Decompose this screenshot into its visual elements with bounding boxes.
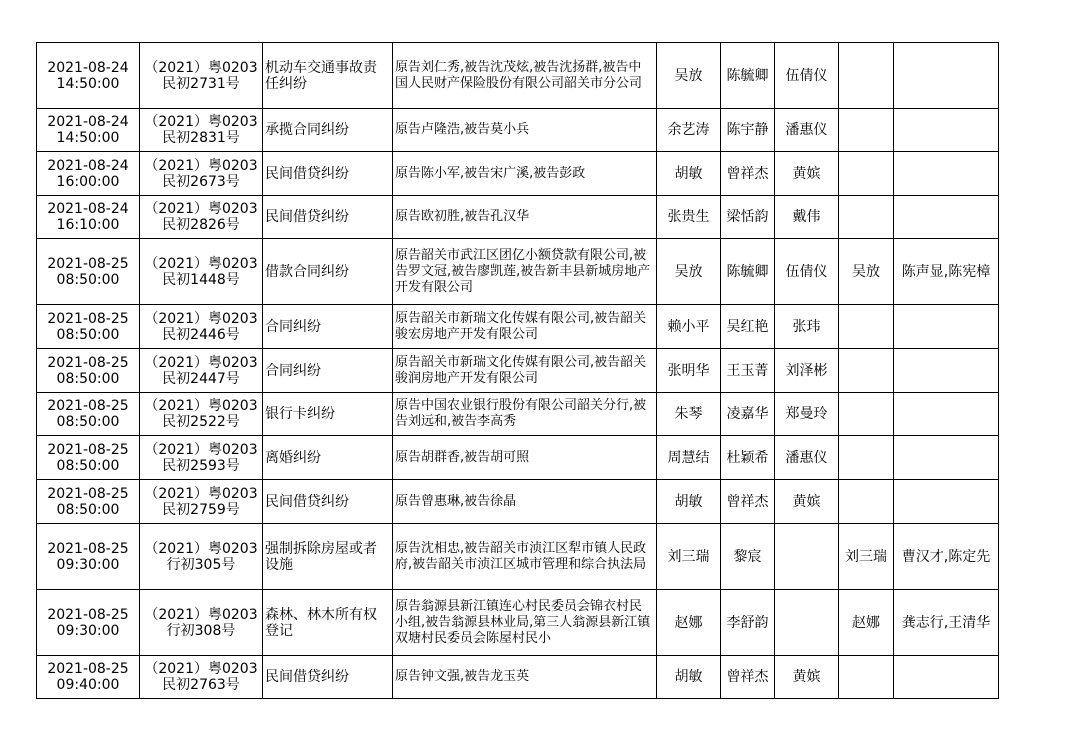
hearing-time-time: 08:50:00 (56, 414, 120, 430)
parties-parties: 原告翁源县新江镇连心村民委员会锦衣村民小组,被告翁源县林业局,第三人翁源县新江镇双塘村民委员会陈屋村民小 (395, 598, 651, 646)
hearing-time-cell (37, 305, 140, 349)
judge-3-judge3: 张玮 (792, 318, 821, 335)
extra-judge-cell (839, 196, 894, 239)
judge-2-judge2: 凌嘉华 (726, 406, 769, 422)
judge-3-cell (775, 393, 839, 436)
case-cause-cause: 强制拆除房屋或者设施 (265, 540, 377, 573)
case-number-case2: 民初2593号 (162, 457, 240, 474)
table-row (37, 239, 999, 305)
judge-2-judge2: 曾祥杰 (726, 493, 769, 510)
case-cause-cell (263, 152, 393, 196)
case-number-cell (140, 152, 263, 196)
case-number-cell (140, 196, 263, 239)
table-row (37, 152, 999, 196)
case-number-cell (140, 349, 263, 393)
parties-parties: 原告沈相忠,被告韶关市浈江区犁市镇人民政府,被告韶关市浈江区城市管理和综合执法局 (395, 540, 647, 572)
judge-2-judge2: 曾祥杰 (726, 669, 769, 685)
hearing-time-time: 16:10:00 (56, 217, 120, 233)
judge-2-cell (721, 239, 775, 305)
judge-3-judge3: 黄嫔 (792, 669, 821, 685)
case-cause-cell (263, 524, 393, 590)
hearing-time-cell (37, 43, 140, 109)
table-row (37, 436, 999, 480)
hearing-time-cell (37, 152, 140, 196)
case-cause-cause: 民间借贷纠纷 (265, 669, 349, 685)
presiding-judge-cell (657, 43, 721, 109)
presiding-judge-judge: 余艺涛 (667, 122, 710, 138)
hearing-time-date: 2021-08-24 (47, 157, 129, 174)
case-number-case1: （2021）粤0203 (144, 661, 258, 677)
hearing-time-date: 2021-08-25 (47, 255, 129, 272)
judge-2-cell (721, 524, 775, 590)
case-number-cell (140, 305, 263, 349)
case-cause-cause: 民间借贷纠纷 (265, 209, 349, 225)
extra-members-cell (894, 305, 999, 349)
extra-judge-cell (839, 152, 894, 196)
judge-3-cell (775, 43, 839, 109)
judge-2-cell (721, 436, 775, 480)
extra-members-cell (894, 43, 999, 109)
parties-cell (393, 109, 657, 152)
presiding-judge-cell (657, 349, 721, 393)
parties-cell (393, 349, 657, 393)
parties-parties: 原告中国农业银行股份有限公司韶关分行,被告刘远和,被告李高秀 (395, 398, 647, 429)
extra-members-cell (894, 436, 999, 480)
extra-members-cell (894, 196, 999, 239)
case-number-cell (140, 109, 263, 152)
parties-parties: 原告陈小军,被告宋广溪,被告彭政 (395, 165, 586, 181)
parties-cell (393, 524, 657, 590)
case-cause-cell (263, 43, 393, 109)
parties-cell (393, 152, 657, 196)
presiding-judge-judge: 吴放 (674, 67, 703, 84)
extra-members-extra2: 曹汉才,陈定先 (901, 548, 991, 565)
presiding-judge-judge: 朱琴 (674, 406, 703, 422)
hearing-time-date: 2021-08-25 (47, 540, 129, 557)
hearing-time-date: 2021-08-24 (47, 59, 129, 76)
case-cause-cell (263, 436, 393, 480)
table-row (37, 109, 999, 152)
extra-judge-cell (839, 305, 894, 349)
judge-2-cell (721, 590, 775, 656)
parties-parties: 原告卢隆浩,被告莫小兵 (395, 122, 530, 137)
parties-parties: 原告刘仁秀,被告沈茂炫,被告沈扬群,被告中国人民财产保险股份有限公司韶关市分公司 (395, 59, 643, 91)
judge-3-judge3: 潘惠仪 (785, 122, 828, 138)
table-body (37, 43, 999, 699)
case-cause-cause: 银行卡纠纷 (265, 406, 335, 422)
judge-2-cell (721, 393, 775, 436)
judge-2-judge2: 王玉菁 (726, 362, 769, 379)
extra-judge-cell (839, 109, 894, 152)
hearing-time-cell (37, 480, 140, 524)
case-cause-cell (263, 480, 393, 524)
extra-judge-extra1: 吴放 (852, 263, 880, 280)
hearing-time-cell (37, 656, 140, 699)
extra-members-cell (894, 524, 999, 590)
parties-parties: 原告欧初胜,被告孔汉华 (395, 209, 530, 224)
judge-2-judge2: 吴红艳 (726, 318, 769, 335)
parties-cell (393, 305, 657, 349)
case-number-case2: 民初1448号 (162, 271, 240, 288)
parties-cell (393, 196, 657, 239)
case-number-case1: （2021）粤0203 (144, 157, 258, 174)
extra-judge-cell (839, 524, 894, 590)
extra-judge-cell (839, 436, 894, 480)
hearing-schedule-table (36, 42, 999, 699)
presiding-judge-cell (657, 305, 721, 349)
case-number-cell (140, 656, 263, 699)
judge-3-cell (775, 196, 839, 239)
presiding-judge-judge: 赖小平 (667, 318, 710, 335)
presiding-judge-cell (657, 152, 721, 196)
presiding-judge-judge: 刘三瑞 (667, 548, 710, 565)
presiding-judge-cell (657, 590, 721, 656)
case-cause-cause: 民间借贷纠纷 (265, 493, 349, 510)
case-cause-cause: 森林、林木所有权登记 (265, 606, 377, 639)
extra-members-cell (894, 239, 999, 305)
case-number-case1: （2021）粤0203 (144, 441, 258, 458)
parties-parties: 原告胡群香,被告胡可照 (395, 449, 530, 465)
case-number-case2: 民初2673号 (162, 173, 240, 190)
parties-cell (393, 480, 657, 524)
case-number-case1: （2021）粤0203 (144, 398, 258, 414)
case-cause-cell (263, 393, 393, 436)
judge-3-cell (775, 305, 839, 349)
judge-3-judge3: 刘泽彬 (785, 362, 828, 379)
judge-3-judge3: 郑曼玲 (785, 406, 828, 422)
hearing-time-time: 09:30:00 (56, 556, 120, 573)
case-number-case2: 行初305号 (166, 556, 236, 573)
case-number-case2: 民初2522号 (162, 414, 240, 430)
case-number-case2: 行初308号 (166, 622, 236, 639)
case-cause-cause: 机动车交通事故责任纠纷 (265, 59, 377, 92)
case-number-case1: （2021）粤0203 (144, 201, 258, 217)
hearing-time-time: 14:50:00 (56, 130, 120, 146)
hearing-time-time: 16:00:00 (56, 173, 120, 190)
presiding-judge-judge: 胡敏 (674, 669, 703, 685)
hearing-time-date: 2021-08-25 (47, 398, 129, 414)
case-cause-cell (263, 590, 393, 656)
case-number-cell (140, 480, 263, 524)
case-number-case2: 民初2759号 (162, 501, 240, 518)
hearing-time-date: 2021-08-25 (47, 606, 129, 623)
hearing-time-date: 2021-08-25 (47, 661, 129, 677)
parties-parties: 原告韶关市新瑞文化传媒有限公司,被告韶关骏宏房地产开发有限公司 (395, 310, 647, 342)
extra-members-extra2: 龚志行,王清华 (901, 614, 991, 631)
hearing-time-time: 08:50:00 (56, 326, 120, 343)
hearing-time-time: 14:50:00 (56, 75, 120, 92)
hearing-time-date: 2021-08-25 (47, 310, 129, 327)
judge-2-judge2: 梁恬韵 (726, 209, 769, 225)
case-cause-cause: 合同纠纷 (265, 362, 321, 379)
case-number-case1: （2021）粤0203 (144, 310, 258, 327)
hearing-time-date: 2021-08-25 (47, 485, 129, 502)
hearing-time-cell (37, 349, 140, 393)
judge-3-judge3: 黄嫔 (792, 165, 821, 182)
extra-judge-extra1: 刘三瑞 (845, 548, 887, 565)
case-number-case2: 民初2826号 (162, 217, 240, 233)
parties-parties: 原告钟文强,被告龙玉英 (395, 669, 530, 684)
parties-cell (393, 393, 657, 436)
presiding-judge-judge: 张明华 (667, 362, 710, 379)
parties-cell (393, 656, 657, 699)
hearing-time-cell (37, 524, 140, 590)
presiding-judge-cell (657, 524, 721, 590)
judge-2-cell (721, 196, 775, 239)
parties-parties: 原告曾惠琳,被告徐晶 (395, 493, 517, 509)
judge-3-cell (775, 590, 839, 656)
hearing-time-cell (37, 393, 140, 436)
case-number-case1: （2021）粤0203 (144, 114, 258, 130)
case-cause-cell (263, 109, 393, 152)
judge-2-judge2: 陈毓卿 (726, 67, 769, 84)
extra-members-cell (894, 656, 999, 699)
judge-2-judge2: 黎宸 (733, 548, 762, 565)
hearing-time-cell (37, 239, 140, 305)
presiding-judge-cell (657, 239, 721, 305)
judge-2-cell (721, 349, 775, 393)
case-number-case2: 民初2447号 (162, 370, 240, 387)
hearing-time-time: 08:50:00 (56, 271, 120, 288)
hearing-time-time: 08:50:00 (56, 370, 120, 387)
judge-3-judge3: 潘惠仪 (785, 449, 828, 466)
parties-parties: 原告韶关市新瑞文化传媒有限公司,被告韶关骏润房地产开发有限公司 (395, 354, 647, 386)
case-number-case2: 民初2763号 (162, 677, 240, 693)
table-row (37, 305, 999, 349)
case-cause-cause: 民间借贷纠纷 (265, 165, 349, 182)
judge-2-cell (721, 656, 775, 699)
hearing-time-cell (37, 436, 140, 480)
presiding-judge-judge: 吴放 (674, 263, 703, 280)
case-number-case2: 民初2831号 (162, 130, 240, 146)
extra-judge-cell (839, 393, 894, 436)
extra-judge-cell (839, 590, 894, 656)
judge-3-cell (775, 656, 839, 699)
case-number-case1: （2021）粤0203 (144, 485, 258, 502)
presiding-judge-cell (657, 393, 721, 436)
extra-members-cell (894, 480, 999, 524)
parties-cell (393, 436, 657, 480)
case-number-case2: 民初2446号 (162, 326, 240, 343)
case-cause-cell (263, 305, 393, 349)
case-cause-cell (263, 349, 393, 393)
table-row (37, 524, 999, 590)
table-row (37, 196, 999, 239)
extra-members-cell (894, 349, 999, 393)
parties-cell (393, 239, 657, 305)
presiding-judge-cell (657, 196, 721, 239)
hearing-time-time: 09:30:00 (56, 622, 120, 639)
case-cause-cell (263, 196, 393, 239)
judge-2-judge2: 陈毓卿 (726, 263, 769, 280)
extra-judge-cell (839, 349, 894, 393)
judge-2-judge2: 陈宇静 (726, 122, 769, 138)
presiding-judge-cell (657, 436, 721, 480)
judge-2-cell (721, 43, 775, 109)
extra-judge-cell (839, 43, 894, 109)
extra-members-extra2: 陈声显,陈宪樟 (901, 263, 991, 280)
extra-judge-cell (839, 239, 894, 305)
hearing-time-cell (37, 109, 140, 152)
presiding-judge-cell (657, 109, 721, 152)
judge-3-judge3: 伍倩仪 (785, 263, 828, 280)
extra-judge-extra1: 赵娜 (852, 614, 880, 631)
hearing-time-cell (37, 196, 140, 239)
judge-3-cell (775, 152, 839, 196)
case-cause-cause: 离婚纠纷 (265, 449, 321, 466)
presiding-judge-judge: 胡敏 (674, 165, 703, 182)
case-number-case1: （2021）粤0203 (144, 255, 258, 272)
case-cause-cause: 合同纠纷 (265, 318, 321, 335)
hearing-time-date: 2021-08-24 (47, 114, 129, 130)
extra-members-cell (894, 152, 999, 196)
hearing-time-date: 2021-08-24 (47, 201, 129, 217)
case-number-case1: （2021）粤0203 (144, 540, 258, 557)
table-row (37, 393, 999, 436)
judge-2-cell (721, 152, 775, 196)
extra-judge-cell (839, 480, 894, 524)
judge-2-cell (721, 305, 775, 349)
parties-parties: 原告韶关市武江区团亿小额贷款有限公司,被告罗文冠,被告廖凯莲,被告新丰县新城房地产开发有限公司 (395, 247, 651, 295)
judge-3-cell (775, 109, 839, 152)
parties-cell (393, 43, 657, 109)
table-row (37, 480, 999, 524)
table-row (37, 590, 999, 656)
hearing-time-time: 09:40:00 (56, 677, 120, 693)
extra-judge-cell (839, 656, 894, 699)
extra-members-cell (894, 109, 999, 152)
case-number-case1: （2021）粤0203 (144, 606, 258, 623)
hearing-time-time: 08:50:00 (56, 457, 120, 474)
presiding-judge-cell (657, 656, 721, 699)
case-number-case1: （2021）粤0203 (144, 59, 258, 76)
presiding-judge-judge: 张贵生 (667, 209, 710, 225)
parties-cell (393, 590, 657, 656)
case-number-cell (140, 43, 263, 109)
judge-2-judge2: 杜颖希 (726, 449, 769, 466)
presiding-judge-judge: 周慧结 (667, 449, 710, 466)
table-row (37, 656, 999, 699)
judge-3-cell (775, 239, 839, 305)
hearing-time-date: 2021-08-25 (47, 441, 129, 458)
case-number-case2: 民初2731号 (162, 75, 240, 92)
table-row (37, 43, 999, 109)
presiding-judge-judge: 胡敏 (674, 493, 703, 510)
case-cause-cell (263, 239, 393, 305)
judge-3-cell (775, 349, 839, 393)
extra-members-cell (894, 393, 999, 436)
case-number-cell (140, 524, 263, 590)
case-cause-cause: 借款合同纠纷 (265, 263, 349, 280)
judge-3-cell (775, 436, 839, 480)
extra-members-cell (894, 590, 999, 656)
case-number-cell (140, 590, 263, 656)
judge-3-cell (775, 480, 839, 524)
case-number-case1: （2021）粤0203 (144, 354, 258, 371)
judge-3-judge3: 戴伟 (792, 209, 821, 225)
case-number-cell (140, 239, 263, 305)
judge-2-judge2: 曾祥杰 (726, 165, 769, 182)
judge-3-judge3: 黄嫔 (792, 493, 821, 510)
judge-3-judge3: 伍倩仪 (785, 67, 828, 84)
judge-2-cell (721, 480, 775, 524)
judge-3-cell (775, 524, 839, 590)
hearing-time-cell (37, 590, 140, 656)
judge-2-cell (721, 109, 775, 152)
presiding-judge-cell (657, 480, 721, 524)
case-cause-cell (263, 656, 393, 699)
case-number-cell (140, 393, 263, 436)
case-cause-cause: 承揽合同纠纷 (265, 122, 349, 138)
hearing-time-time: 08:50:00 (56, 501, 120, 518)
hearing-time-date: 2021-08-25 (47, 354, 129, 371)
table-row (37, 349, 999, 393)
judge-2-judge2: 李舒韵 (726, 614, 769, 631)
presiding-judge-judge: 赵娜 (674, 614, 703, 631)
case-number-cell (140, 436, 263, 480)
